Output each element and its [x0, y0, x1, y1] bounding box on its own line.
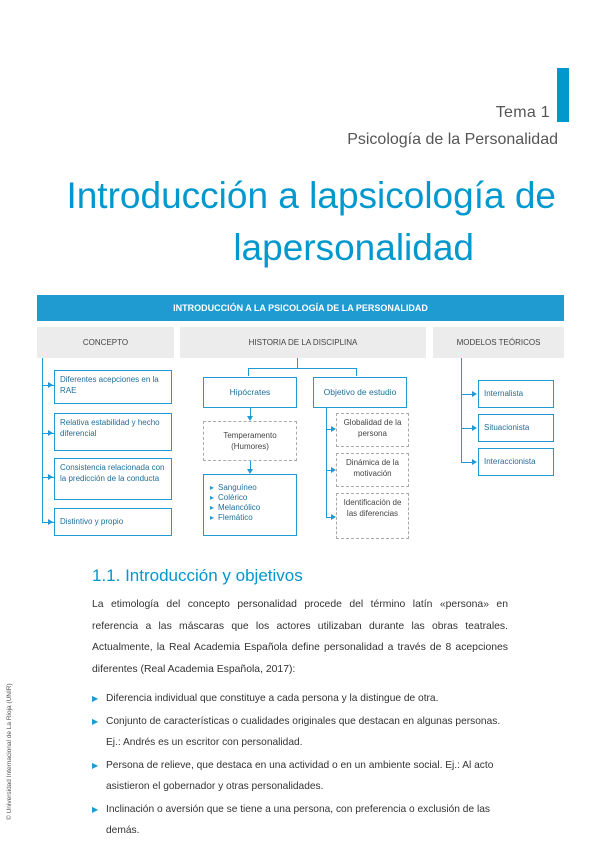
- modelo-item: Situacionista: [478, 414, 554, 442]
- hipocrates-box: Hipócrates: [203, 377, 297, 408]
- connector-line: [326, 408, 327, 518]
- list-item-text: Persona de relieve, que destaca en una actividad o en un ambiente social. Ej.: Al acto asistieron el gobernador y otras personalidades.: [106, 760, 494, 792]
- column-header-historia: HISTORIA DE LA DISCIPLINA: [180, 327, 426, 358]
- arrow-icon: [472, 391, 477, 397]
- concepto-connector: [42, 358, 43, 522]
- intro-paragraph: La etimología del concepto personalidad procede del término latín «persona» en referencia a las máscaras que los actores utilizaban durante las obras teatrales. Actualmente, la Real Academia Española define personalidad a través de 8 acepciones diferentes (Real Academia Española, 2017):: [92, 599, 508, 675]
- connector-line: [42, 477, 54, 478]
- list-item: [92, 799, 512, 841]
- list-item: [92, 711, 512, 753]
- bullet-icon: ▶: [92, 717, 99, 726]
- bullet-icon: ▶: [92, 694, 99, 703]
- copyright-note: © Universidad Internacional de La Rioja (UNIR): [6, 683, 13, 820]
- concepto-item: Consistencia relacionada con la predicción de la conducta: [54, 458, 172, 500]
- humores-list: [210, 483, 290, 523]
- bullet-icon: ▶: [92, 761, 99, 770]
- objetivo-item: Identificación de las diferencias: [336, 493, 409, 539]
- modelo-item: Internalista: [478, 380, 554, 408]
- concepto-item: Relativa estabilidad y hecho diferencial: [54, 413, 172, 451]
- connector-line: [248, 368, 249, 376]
- connector-line: [42, 433, 54, 434]
- humores-box: [203, 474, 297, 536]
- connector-line: [297, 358, 298, 368]
- list-item-text: Diferencia individual que constituye a cada persona y la distingue de otra.: [106, 693, 439, 704]
- humor-item: ▸ Melancólico: [210, 503, 290, 513]
- accent-bar: [557, 68, 569, 122]
- connector-line: [248, 368, 356, 369]
- page-title-line-2: lapersonalidad: [233, 227, 474, 268]
- objetivo-box: Objetivo de estudio: [313, 377, 407, 408]
- section-title: 1.1. Introducción y objetivos: [92, 566, 303, 585]
- topic-number: Tema 1: [495, 104, 550, 121]
- arrow-icon: [472, 425, 477, 431]
- connector-line: [42, 522, 54, 523]
- humor-item: ▸ Flemático: [210, 513, 290, 523]
- connector-line: [42, 385, 54, 386]
- concepto-item: Diferentes acepciones en la RAE: [54, 370, 172, 404]
- humor-item: ▸ Sanguíneo: [210, 483, 290, 493]
- column-header-modelos: MODELOS TEÓRICOS: [433, 327, 564, 358]
- humor-item: ▸ Colérico: [210, 493, 290, 503]
- bullet-icon: ▶: [92, 805, 99, 814]
- page-title-line-1: Introducción a lapsicología de: [66, 175, 556, 216]
- concepto-item: Distintivo y propio: [54, 508, 172, 536]
- objetivo-item: Dinámica de la motivación: [336, 453, 409, 487]
- connector-line: [356, 368, 357, 376]
- list-item-text: Inclinación o aversión que se tiene a una persona, con preferencia o exclusión de las demás.: [106, 804, 490, 836]
- rae-definitions-list: [92, 688, 512, 843]
- arrow-icon: [472, 459, 477, 465]
- temperamento-box: Temperamento (Humores): [203, 421, 297, 461]
- column-header-concepto: CONCEPTO: [37, 327, 174, 358]
- list-item-text: Conjunto de características o cualidades originales que destacan en algunas personas. Ej.: Andrés es un escritor con personalidad.: [106, 716, 501, 748]
- list-item: [92, 688, 512, 709]
- subject-name: Psicología de la Personalidad: [347, 131, 558, 148]
- list-item: [92, 755, 512, 797]
- modelo-item: Interaccionista: [478, 448, 554, 476]
- diagram-title: INTRODUCCIÓN A LA PSICOLOGÍA DE LA PERSONALIDAD: [37, 295, 564, 321]
- objetivo-item: Globalidad de la persona: [336, 413, 409, 447]
- connector-line: [461, 358, 462, 463]
